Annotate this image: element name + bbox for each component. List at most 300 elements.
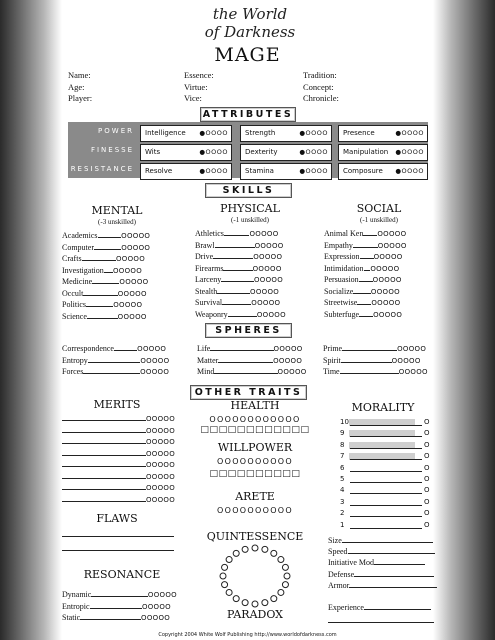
- skill-label: Persuasion: [324, 275, 359, 284]
- tradition-label: Tradition:: [303, 70, 337, 80]
- merit-dots[interactable]: OOOOO: [146, 438, 176, 446]
- skill-dots[interactable]: OOOOO: [115, 255, 146, 263]
- skill-label: Academics: [62, 231, 98, 240]
- merit-row[interactable]: [62, 471, 175, 483]
- skill-label: Athletics: [195, 229, 224, 238]
- morality-dot[interactable]: O: [424, 475, 430, 483]
- skill-label: Socialize: [324, 286, 354, 296]
- health-heading: HEALTH: [230, 399, 280, 412]
- skill-label: Stealth: [195, 286, 218, 296]
- quintessence-point[interactable]: [262, 546, 268, 552]
- attribute-cell: [240, 163, 332, 180]
- stat-line[interactable]: [374, 564, 425, 565]
- quintessence-point[interactable]: [262, 600, 268, 606]
- skill-line: [223, 270, 252, 271]
- resonance-dots[interactable]: OOOOO: [141, 614, 171, 622]
- morality-dot[interactable]: O: [424, 509, 430, 518]
- sphere-line: [88, 362, 141, 363]
- resonance-dots[interactable]: OOOOO: [147, 591, 177, 599]
- skill-row-athletics: [195, 228, 279, 240]
- morality-level: 4: [340, 486, 345, 495]
- social-note: (-1 unskilled): [360, 216, 398, 224]
- sphere-line: [114, 350, 137, 351]
- attribute-cell: [338, 144, 428, 161]
- skill-label: Politics: [62, 300, 87, 309]
- sphere-line: [210, 350, 273, 351]
- morality-dot[interactable]: O: [424, 486, 430, 495]
- quintessence-ring: [210, 542, 300, 610]
- attribute-dots[interactable]: ●OOOO: [395, 148, 424, 156]
- quintessence-point[interactable]: [252, 545, 258, 551]
- skill-dots[interactable]: OOOOO: [249, 230, 279, 238]
- quintessence-point[interactable]: [222, 564, 228, 570]
- skill-row-brawl: [195, 240, 284, 252]
- essence-label: Essence:: [184, 70, 214, 80]
- resonance-dots[interactable]: OOOOO: [141, 602, 171, 611]
- flaw-line[interactable]: [62, 550, 174, 551]
- physical-note: (-1 unskilled): [231, 216, 269, 224]
- attribute-dots[interactable]: ●OOOO: [395, 167, 424, 175]
- attribute-name: Presence: [343, 129, 375, 137]
- skill-row-occult: [62, 288, 147, 300]
- vice-label: Vice:: [184, 93, 202, 103]
- skill-label: Weaponry: [195, 309, 228, 319]
- attribute-cell: [140, 144, 232, 161]
- quintessence-point[interactable]: [252, 601, 258, 607]
- skill-label: Intimidation: [324, 263, 364, 273]
- merit-row[interactable]: [62, 448, 175, 460]
- stat-line[interactable]: [364, 609, 431, 610]
- quintessence-point[interactable]: [271, 596, 277, 602]
- sphere-line: [340, 373, 399, 374]
- attribute-name: Composure: [343, 167, 383, 175]
- morality-line: [350, 459, 422, 460]
- quintessence-point[interactable]: [282, 564, 288, 570]
- skill-label: Crafts: [62, 254, 82, 263]
- quintessence-point[interactable]: [284, 573, 290, 579]
- attribute-dots[interactable]: ●OOOO: [299, 129, 328, 137]
- sphere-row-time: [323, 366, 428, 378]
- attribute-cell: [140, 125, 232, 142]
- merit-dots[interactable]: OOOOO: [146, 415, 176, 423]
- skill-row-academics: [62, 230, 150, 242]
- stat-label: Experience: [328, 603, 364, 612]
- merit-dots[interactable]: OOOOO: [146, 449, 176, 458]
- merit-row[interactable]: [62, 482, 175, 494]
- sphere-label: Spirit: [323, 355, 341, 365]
- merit-row[interactable]: [62, 425, 175, 437]
- attribute-row-label: RESISTANCE: [70, 165, 134, 173]
- morality-dot[interactable]: O: [424, 463, 430, 472]
- willpower-dots: OOOOOOOOOO: [217, 457, 293, 466]
- skill-line: [217, 293, 250, 294]
- merit-dots[interactable]: OOOOO: [146, 472, 176, 481]
- merit-line: [62, 501, 146, 502]
- skill-dots[interactable]: OOOOO: [121, 243, 151, 252]
- skill-label: Empathy: [324, 240, 353, 250]
- stat-row-initiative-mod: [328, 557, 425, 568]
- resonance-row-dynamic: [62, 589, 177, 601]
- skill-line: [87, 318, 118, 319]
- sphere-dots[interactable]: OOOOO: [140, 368, 170, 376]
- svg-text:the World: the World: [212, 5, 288, 23]
- attribute-cell: [240, 125, 332, 142]
- svg-text:of Darkness: of Darkness: [204, 23, 296, 41]
- quintessence-point[interactable]: [220, 573, 226, 579]
- stat-line[interactable]: [349, 587, 437, 588]
- attribute-dots[interactable]: ●OOOO: [199, 167, 228, 175]
- attribute-cell: [338, 125, 428, 142]
- sphere-label: Life: [197, 344, 211, 353]
- skills-banner: SKILLS: [205, 183, 292, 198]
- skill-dots[interactable]: OOOOO: [112, 266, 143, 275]
- stat-line[interactable]: [342, 542, 434, 543]
- skill-line: [221, 281, 254, 282]
- skill-label: Animal Ken: [324, 229, 364, 238]
- physical-heading: PHYSICAL: [220, 202, 280, 215]
- morality-level: 2: [340, 509, 345, 518]
- quintessence-point[interactable]: [233, 550, 239, 556]
- merit-line: [62, 489, 146, 490]
- attribute-cell: [240, 144, 332, 161]
- skill-line: [86, 306, 113, 307]
- attribute-name: Stamina: [245, 167, 274, 175]
- stat-label: Size: [328, 536, 342, 545]
- page-title: MAGE: [214, 44, 281, 66]
- attribute-name: Dexterity: [245, 148, 278, 156]
- morality-level: 7: [340, 452, 345, 461]
- skill-line: [357, 304, 371, 305]
- sphere-label: Time: [323, 367, 340, 376]
- sphere-line: [214, 373, 277, 374]
- skill-line: [94, 249, 121, 250]
- attribute-dots[interactable]: ●OOOO: [199, 148, 228, 156]
- skill-row-investigation: [62, 265, 142, 277]
- skill-dots[interactable]: OOOOO: [250, 287, 280, 296]
- skill-row-socialize: [324, 286, 400, 298]
- skill-line: [353, 247, 378, 248]
- resonance-line: [80, 619, 141, 620]
- skill-dots[interactable]: OOOOO: [372, 276, 402, 284]
- merit-line: [62, 432, 146, 433]
- sphere-dots[interactable]: OOOOO: [398, 368, 428, 376]
- resonance-label: Static: [62, 613, 81, 622]
- attribute-cell: [338, 163, 428, 180]
- skill-dots[interactable]: OOOOO: [254, 276, 284, 284]
- attribute-name: Resolve: [145, 167, 173, 175]
- spheres-banner: SPHERES: [205, 323, 292, 338]
- sphere-label: Entropy: [62, 355, 88, 365]
- attribute-cell: [140, 163, 232, 180]
- virtue-label: Virtue:: [184, 81, 208, 92]
- quintessence-point[interactable]: [278, 589, 284, 595]
- skill-row-larceny: [195, 274, 283, 286]
- skill-dots[interactable]: OOOOO: [252, 264, 282, 273]
- attribute-name: Intelligence: [145, 129, 186, 137]
- morality-heading: MORALITY: [351, 401, 415, 414]
- sphere-row-correspondence: [62, 343, 166, 355]
- skill-row-empathy: [324, 240, 407, 252]
- skill-line: [360, 258, 374, 259]
- arete-heading: ARETE: [235, 490, 275, 503]
- skill-label: Subterfuge: [324, 309, 360, 319]
- skill-dots[interactable]: OOOOO: [251, 299, 281, 307]
- stat-row-speed: [328, 546, 435, 557]
- morality-level: 9: [340, 429, 345, 438]
- sphere-dots[interactable]: OOOOO: [273, 356, 303, 365]
- merit-row[interactable]: [62, 459, 175, 471]
- concept-label: Concept:: [303, 81, 334, 92]
- morality-dot[interactable]: O: [424, 452, 430, 461]
- stat-label: Defense: [328, 570, 355, 579]
- skill-label: Expression: [324, 252, 360, 261]
- skill-line: [92, 283, 119, 284]
- copyright-footer: Copyright 2004 White Wolf Publishing http://www.worldofdarkness.com: [158, 632, 337, 638]
- skill-line: [222, 304, 251, 305]
- player-label: Player:: [68, 93, 93, 103]
- skill-line: [215, 247, 255, 248]
- attribute-dots[interactable]: ●OOOO: [299, 148, 328, 156]
- merit-line: [62, 443, 146, 444]
- sphere-row-entropy: [62, 355, 169, 367]
- skill-row-intimidation: [324, 263, 399, 275]
- morality-level: 6: [340, 463, 345, 472]
- morality-line: [350, 493, 422, 494]
- health-dots: OOOOOOOOOOOO: [209, 415, 301, 424]
- sphere-dots[interactable]: OOOOO: [391, 356, 421, 365]
- skill-line: [359, 281, 373, 282]
- morality-line: [350, 528, 422, 529]
- experience-line-2[interactable]: [328, 622, 434, 623]
- sphere-label: Correspondence: [62, 344, 114, 353]
- sphere-line: [83, 373, 140, 374]
- resonance-line: [91, 596, 148, 597]
- sphere-row-mind: [197, 366, 307, 378]
- morality-line: [350, 516, 422, 517]
- morality-dot[interactable]: O: [424, 440, 430, 449]
- skill-row-survival: [195, 297, 280, 309]
- skill-row-stealth: [195, 286, 279, 298]
- skill-dots[interactable]: OOOOO: [377, 241, 407, 250]
- quintessence-point[interactable]: [222, 582, 228, 588]
- sphere-line: [342, 350, 397, 351]
- skill-line: [83, 295, 117, 296]
- sphere-row-forces: [62, 366, 169, 378]
- skill-row-computer: [62, 242, 150, 254]
- stat-row-defense: [328, 569, 434, 580]
- quintessence-heading: QUINTESSENCE: [206, 530, 304, 543]
- skill-dots[interactable]: OOOOO: [371, 299, 401, 307]
- merit-line: [62, 455, 146, 456]
- world-of-darkness-logo: [180, 2, 320, 44]
- quintessence-point[interactable]: [278, 557, 284, 563]
- paradox-heading: PARADOX: [226, 608, 284, 621]
- attribute-row-label: POWER: [98, 127, 134, 135]
- attribute-name: Wits: [145, 148, 161, 156]
- age-label: Age:: [68, 81, 85, 92]
- merit-dots[interactable]: OOOOO: [146, 461, 176, 469]
- merit-line: [62, 466, 146, 467]
- skill-dots[interactable]: OOOOO: [117, 312, 147, 321]
- flaws-heading: FLAWS: [96, 512, 138, 525]
- resonance-heading: RESONANCE: [83, 568, 161, 581]
- skill-label: Computer: [62, 242, 94, 252]
- attributes-banner: ATTRIBUTES: [200, 107, 296, 122]
- skill-row-crafts: [62, 253, 145, 265]
- quintessence-point[interactable]: [233, 596, 239, 602]
- mental-heading: MENTAL: [91, 204, 143, 217]
- morality-dot[interactable]: O: [424, 520, 430, 529]
- merit-dots[interactable]: OOOOO: [146, 495, 176, 504]
- merit-row[interactable]: [62, 413, 175, 425]
- health-boxes: □□□□□□□□□□□□: [200, 425, 310, 435]
- skill-dots[interactable]: OOOOO: [117, 289, 147, 298]
- merit-row[interactable]: [62, 436, 175, 448]
- skill-dots[interactable]: OOOOO: [370, 264, 400, 273]
- morality-dot[interactable]: O: [424, 497, 430, 506]
- skill-line: [228, 316, 257, 317]
- skill-dots[interactable]: OOOOO: [256, 310, 286, 319]
- stat-row-experience: [328, 602, 431, 613]
- resonance-label: Entropic: [62, 601, 90, 611]
- morality-level: 8: [340, 440, 345, 449]
- morality-line: [350, 448, 422, 449]
- sphere-dots[interactable]: OOOOO: [277, 368, 307, 376]
- skill-label: Survival: [195, 298, 223, 307]
- quintessence-point[interactable]: [226, 589, 232, 595]
- name-label: Name:: [68, 70, 91, 80]
- skill-label: Brawl: [195, 240, 215, 250]
- morality-line: [350, 482, 422, 483]
- merit-dots[interactable]: OOOOO: [146, 426, 176, 435]
- sphere-label: Prime: [323, 344, 343, 353]
- sphere-dots[interactable]: OOOOO: [140, 356, 170, 365]
- skill-label: Science: [62, 311, 87, 321]
- skill-line: [98, 237, 122, 238]
- quintessence-point[interactable]: [226, 557, 232, 563]
- sphere-dots[interactable]: OOOOO: [397, 345, 427, 353]
- skill-row-subterfuge: [324, 309, 402, 321]
- skill-row-firearms: [195, 263, 282, 275]
- skill-row-persuasion: [324, 274, 402, 286]
- sphere-label: Forces: [62, 367, 84, 376]
- sphere-line: [218, 362, 273, 363]
- attribute-name: Manipulation: [343, 148, 389, 156]
- quintessence-point[interactable]: [242, 600, 248, 606]
- skill-dots[interactable]: OOOOO: [254, 241, 284, 250]
- flaw-line[interactable]: [62, 536, 174, 537]
- merits-heading: MERITS: [93, 398, 141, 411]
- skill-label: Streetwise: [324, 298, 358, 307]
- skill-dots[interactable]: OOOOO: [121, 232, 151, 240]
- morality-line: [350, 471, 422, 472]
- sphere-label: Mind: [197, 367, 215, 376]
- merit-line: [62, 478, 146, 479]
- morality-level: 10: [340, 418, 349, 426]
- skill-row-drive: [195, 251, 282, 263]
- skill-row-streetwise: [324, 297, 400, 309]
- stat-row-armor: [328, 580, 437, 591]
- sphere-dots[interactable]: OOOOO: [273, 345, 303, 353]
- stat-label: Initiative Mod: [328, 558, 374, 567]
- merit-dots[interactable]: OOOOO: [146, 484, 176, 492]
- attribute-dots[interactable]: ●OOOO: [395, 129, 424, 137]
- skill-row-weaponry: [195, 309, 286, 321]
- chronicle-label: Chronicle:: [303, 93, 339, 103]
- stat-line[interactable]: [348, 553, 436, 554]
- resonance-row-static: [62, 612, 170, 624]
- skill-dots[interactable]: OOOOO: [373, 310, 403, 319]
- skill-line: [82, 260, 116, 261]
- info-middle: [184, 70, 214, 105]
- skill-row-expression: [324, 251, 403, 263]
- attribute-name: Strength: [245, 129, 276, 137]
- skill-dots[interactable]: OOOOO: [370, 287, 400, 296]
- other-traits-banner: OTHER TRAITS: [190, 385, 307, 400]
- attribute-dots[interactable]: ●OOOO: [299, 167, 328, 175]
- merit-row[interactable]: [62, 494, 175, 506]
- skill-row-politics: [62, 299, 142, 311]
- skill-dots[interactable]: OOOOO: [377, 230, 407, 238]
- sphere-row-matter: [197, 355, 302, 367]
- stat-row-size: [328, 535, 433, 546]
- quintessence-point[interactable]: [271, 550, 277, 556]
- skill-row-medicine: [62, 276, 148, 288]
- morality-level: 3: [340, 497, 345, 506]
- quintessence-point[interactable]: [242, 546, 248, 552]
- info-right: [303, 70, 339, 105]
- morality-dot[interactable]: O: [424, 429, 430, 438]
- stat-label: Armor: [328, 581, 350, 590]
- skill-label: Occult: [62, 288, 84, 298]
- morality-line: [350, 425, 422, 426]
- skill-label: Medicine: [62, 277, 93, 286]
- merit-line: [62, 420, 146, 421]
- stat-label: Speed: [328, 547, 348, 556]
- skill-dots[interactable]: OOOOO: [119, 278, 149, 286]
- morality-line: [350, 505, 422, 506]
- skill-label: Investigation: [62, 265, 104, 275]
- mental-note: (-3 unskilled): [98, 218, 136, 226]
- skill-line: [213, 258, 253, 259]
- social-heading: SOCIAL: [356, 202, 402, 215]
- quintessence-point[interactable]: [282, 582, 288, 588]
- resonance-line: [90, 608, 142, 609]
- resonance-label: Dynamic: [62, 590, 92, 599]
- skill-dots[interactable]: OOOOO: [373, 253, 403, 261]
- skill-label: Firearms: [195, 263, 224, 273]
- skill-line: [363, 235, 377, 236]
- willpower-boxes: □□□□□□□□□□: [209, 469, 301, 479]
- sphere-dots[interactable]: OOOOO: [137, 345, 167, 353]
- skill-line: [359, 316, 373, 317]
- attribute-row-label: FINESSE: [90, 146, 134, 154]
- sphere-row-life: [197, 343, 303, 355]
- morality-level: 5: [340, 475, 345, 483]
- sphere-label: Matter: [197, 355, 219, 365]
- skill-label: Larceny: [195, 275, 222, 284]
- skill-dots[interactable]: OOOOO: [113, 301, 143, 309]
- skill-row-science: [62, 311, 147, 323]
- sphere-row-prime: [323, 343, 426, 355]
- skill-dots[interactable]: OOOOO: [253, 253, 283, 261]
- skill-line: [104, 272, 113, 273]
- morality-line: [350, 436, 422, 437]
- stat-line[interactable]: [354, 576, 433, 577]
- willpower-heading: WILLPOWER: [217, 441, 293, 454]
- morality-dot[interactable]: O: [424, 418, 430, 426]
- attribute-dots[interactable]: ●OOOO: [199, 129, 228, 137]
